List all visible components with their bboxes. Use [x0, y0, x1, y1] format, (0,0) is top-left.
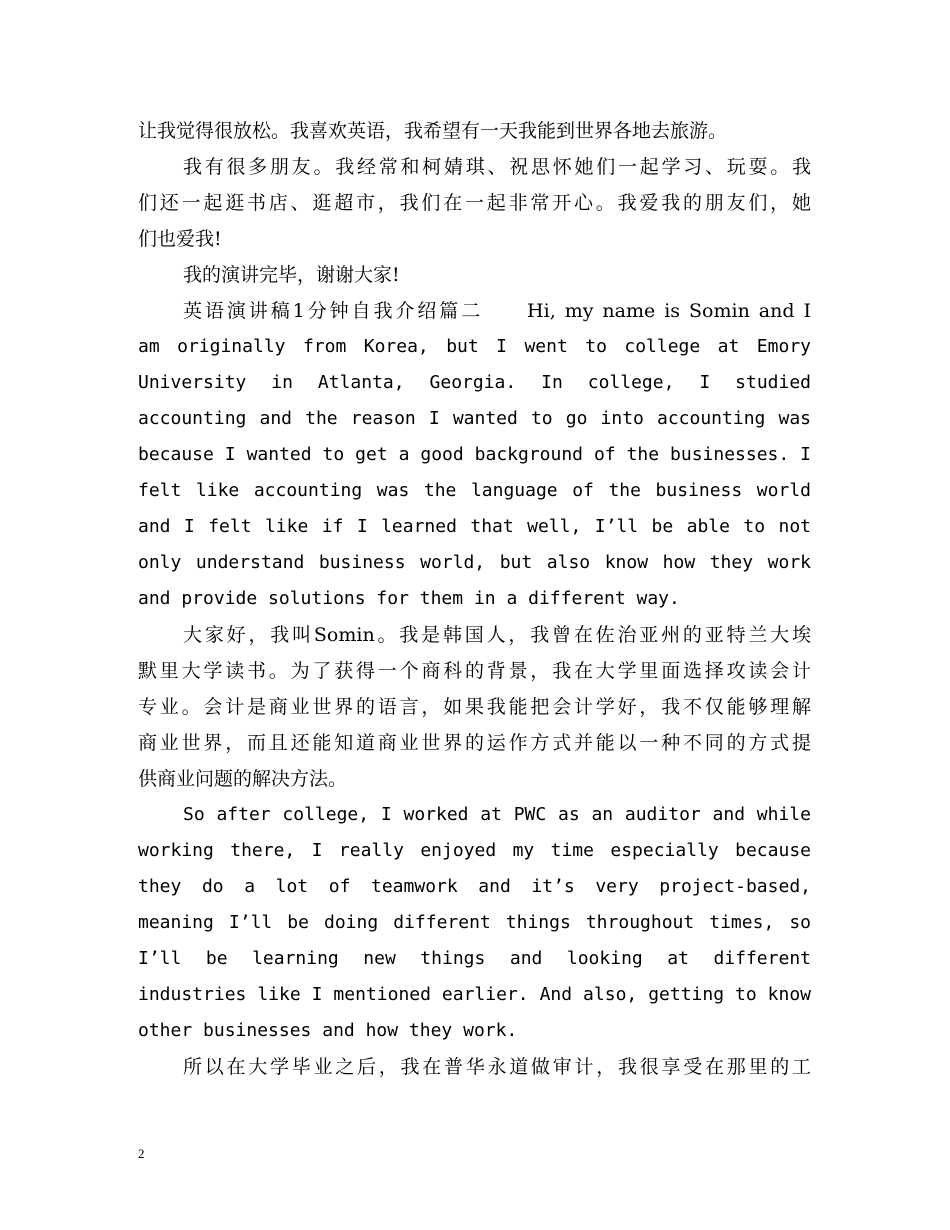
paragraph-line: University in Atlanta, Georgia. In college, I studied — [138, 372, 811, 393]
section-heading-line: 英语演讲稿1分钟自我介绍篇二 Hi, my name is Somin and I — [183, 300, 811, 322]
paragraph-line: 专业。会计是商业世界的语言，如果我能把会计学好，我不仅能够理解 — [138, 696, 811, 718]
paragraph-line: other businesses and how they work. — [138, 1020, 518, 1041]
paragraph-line: 所以在大学毕业之后，我在普华永道做审计，我很享受在那里的工 — [183, 1056, 811, 1078]
paragraph-line: 们还一起逛书店、逛超市，我们在一起非常开心。我爱我的朋友们，她 — [138, 192, 811, 214]
paragraph-line: only understand business world, but also know how they work — [138, 552, 811, 573]
paragraph-line: 大家好，我叫Somin。我是韩国人，我曾在佐治亚州的亚特兰大埃 — [183, 624, 811, 646]
paragraph-line: meaning I’ll be doing different things throughout times, so — [138, 912, 811, 933]
paragraph-line: 们也爱我! — [138, 228, 222, 250]
paragraph-line: 默里大学读书。为了获得一个商科的背景，我在大学里面选择攻读会计 — [138, 660, 811, 682]
paragraph-line: industries like I mentioned earlier. And also, getting to know — [138, 984, 811, 1005]
paragraph-line: accounting and the reason I wanted to go into accounting was — [138, 408, 811, 429]
paragraph-line: 我的演讲完毕，谢谢大家! — [183, 264, 400, 286]
paragraph-line: 商业世界，而且还能知道商业世界的运作方式并能以一种不同的方式提 — [138, 732, 811, 754]
paragraph-line: 我有很多朋友。我经常和柯婧琪、祝思怀她们一起学习、玩耍。我 — [183, 156, 811, 178]
paragraph-line: and provide solutions for them in a different way. — [138, 588, 680, 609]
paragraph-line: and I felt like if I learned that well, I’ll be able to not — [138, 516, 811, 537]
paragraph-line: am originally from Korea, but I went to college at Emory — [138, 336, 811, 357]
paragraph-line: 供商业问题的解决方法。 — [138, 768, 348, 790]
paragraph-line: So after college, I worked at PWC as an auditor and while — [183, 804, 811, 825]
page-number: 2 — [138, 1146, 145, 1161]
paragraph-line: working there, I really enjoyed my time especially because — [138, 840, 811, 861]
paragraph-line: I’ll be learning new things and looking at different — [138, 948, 811, 969]
paragraph-line: 让我觉得很放松。我喜欢英语，我希望有一天我能到世界各地去旅游。 — [138, 120, 728, 142]
paragraph-line: because I wanted to get a good background of the businesses. I — [138, 444, 811, 465]
paragraph-line: they do a lot of teamwork and it’s very project-based, — [138, 876, 811, 897]
paragraph-line: felt like accounting was the language of the business world — [138, 480, 811, 501]
